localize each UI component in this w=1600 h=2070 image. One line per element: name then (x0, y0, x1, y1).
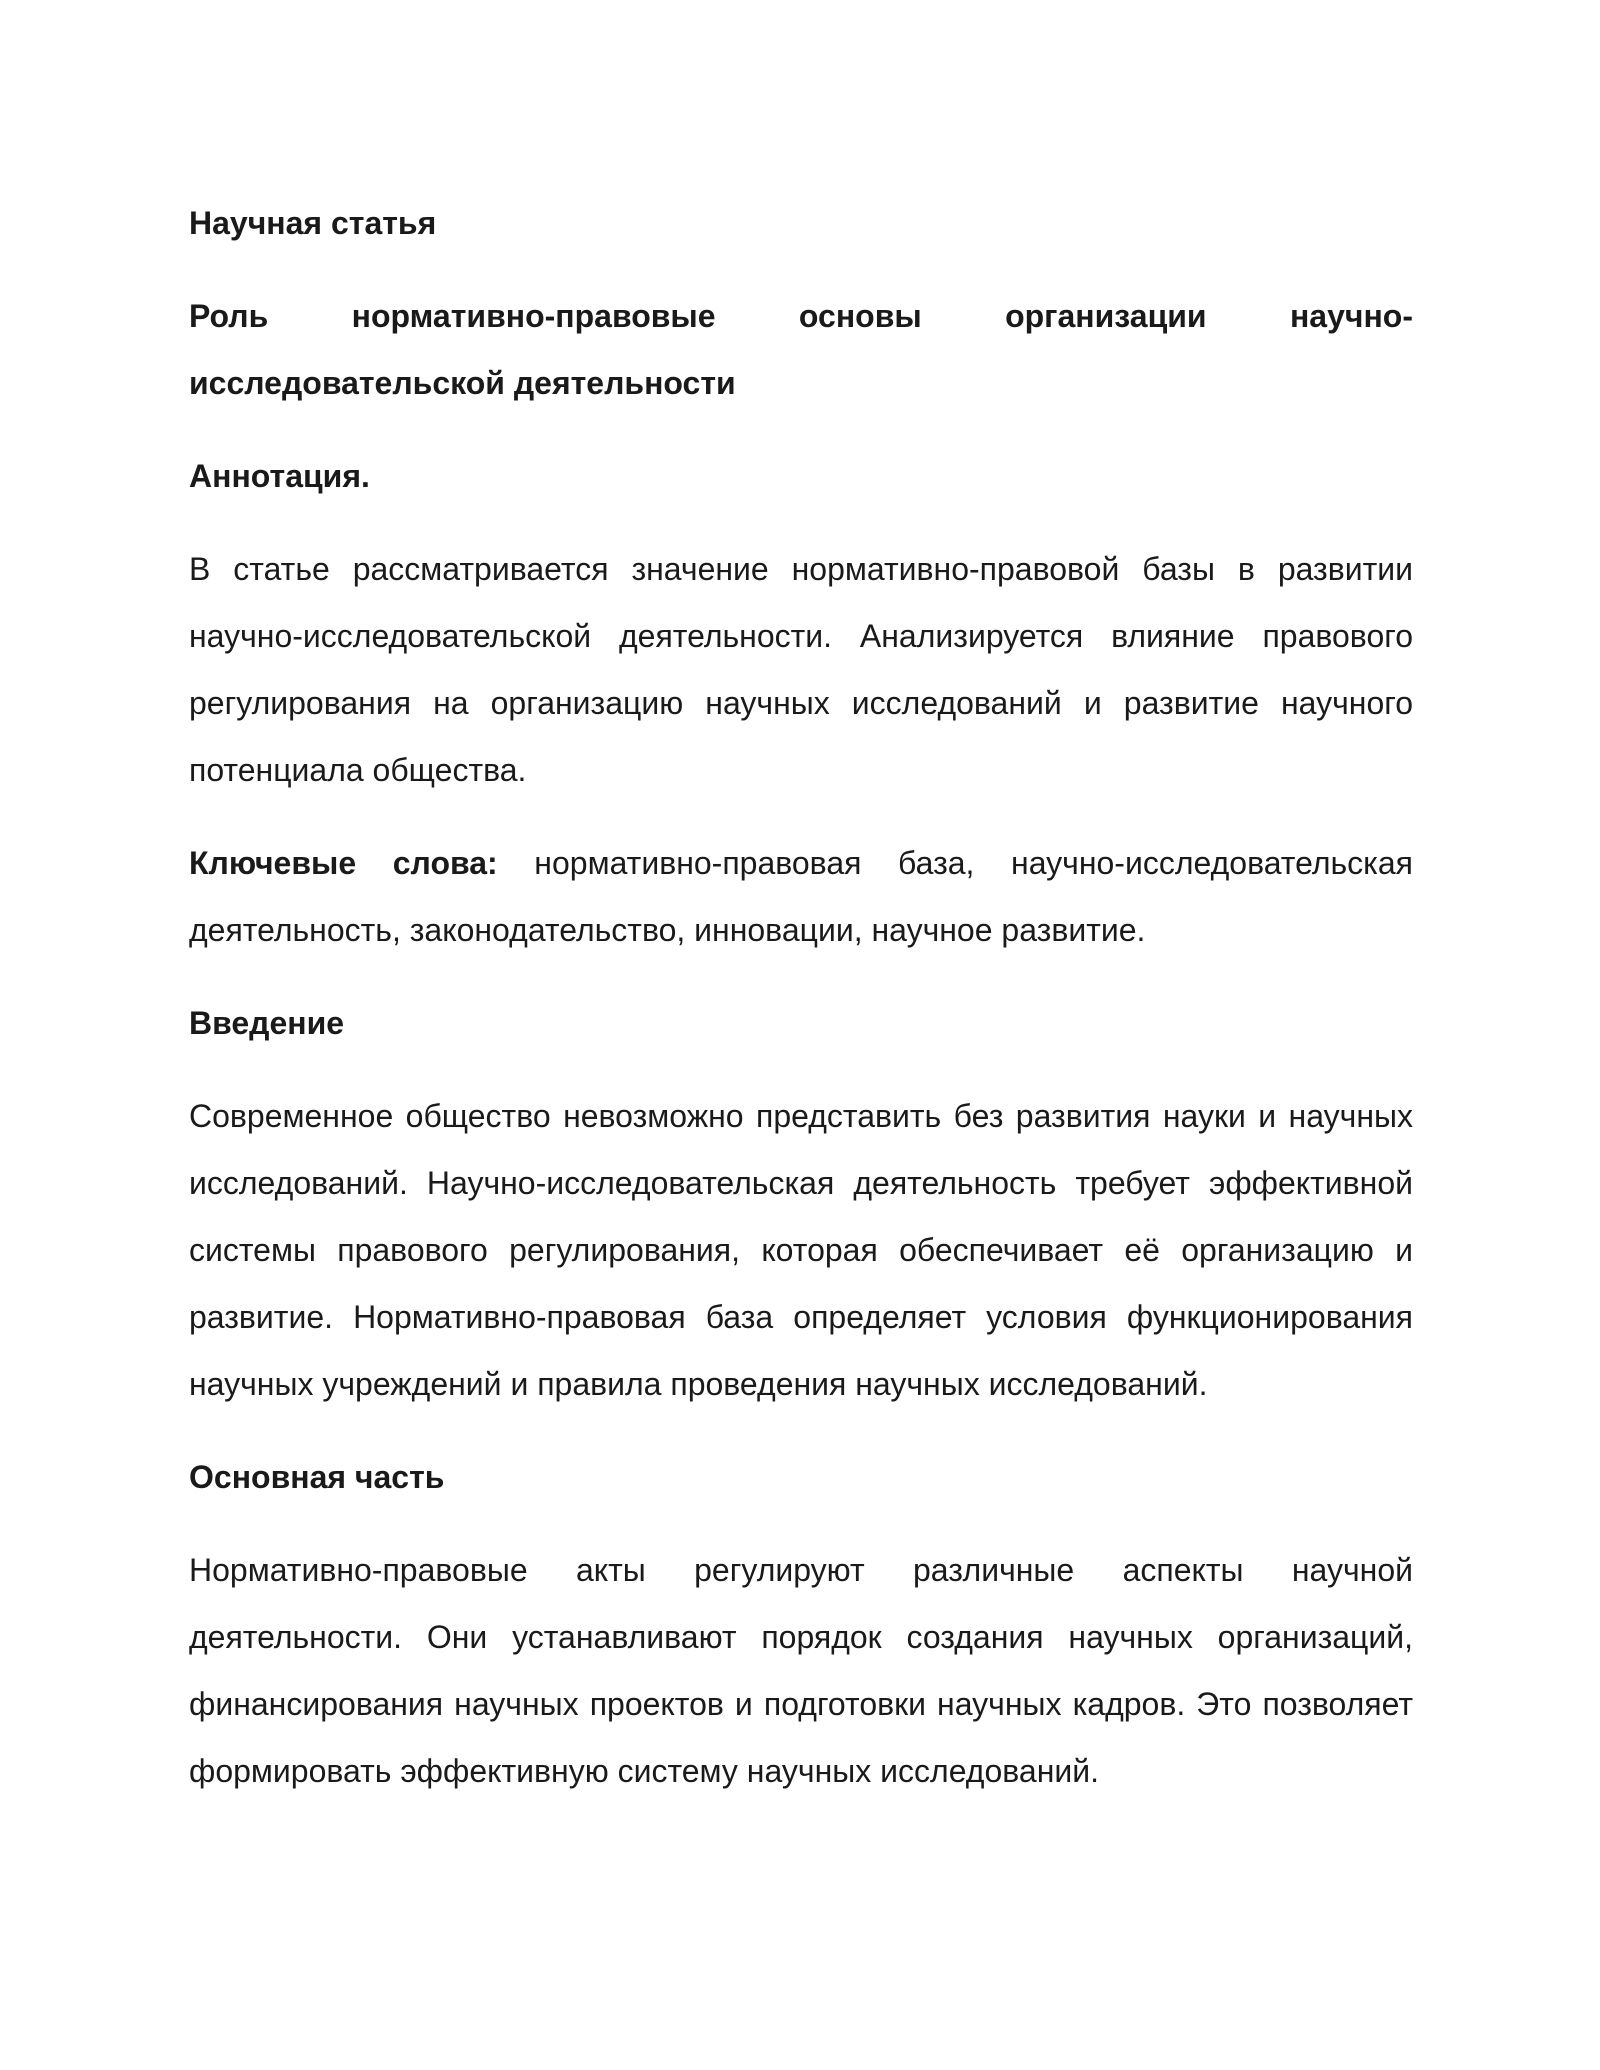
title-word: нормативно-правовые (351, 298, 716, 334)
main-heading: Основная часть (189, 1459, 445, 1495)
title-word: основы (798, 298, 922, 334)
intro-heading: Введение (189, 1005, 345, 1041)
article-title-line-1 (189, 283, 1413, 350)
title-word: научно- (1289, 298, 1413, 334)
article-title (189, 283, 1413, 417)
keywords-text: нормативно-правовая база, научно-исследовательская деятельность, законодательство, инновации, научное развитие. (189, 845, 1414, 948)
main-text: Нормативно-правовые акты регулируют различные аспекты научной деятельности. Они устанавливают порядок создания научных организаций, финансирования научных проектов и подготовки научных кадров. Это позволяет формировать эффективную систему научных исследований. (189, 1552, 1413, 1789)
document-page (189, 190, 1413, 1831)
abstract-text: В статье рассматривается значение нормативно-правовой базы в развитии научно-исследовательской деятельности. Анализируется влияние правового регулирования на организацию научных исследований и развитие научного потенциала общества. (189, 551, 1413, 788)
keywords-paragraph (189, 830, 1413, 964)
intro-text: Современное общество невозможно представить без развития науки и научных исследований. Научно-исследовательская деятельность требует эффективной системы правового регулирования, которая обеспечивает её организацию и развитие. Нормативно-правовая база определяет условия функционирования научных учреждений и правила проведения научных исследований. (189, 1098, 1413, 1402)
article-title-line-2: исследовательской деятельности (189, 365, 736, 401)
abstract-heading: Аннотация. (189, 458, 370, 494)
title-word: Роль (189, 298, 269, 334)
keywords-label: Ключевые слова: (189, 845, 498, 881)
title-word: организации (1005, 298, 1207, 334)
article-kind-label: Научная статья (189, 205, 437, 241)
